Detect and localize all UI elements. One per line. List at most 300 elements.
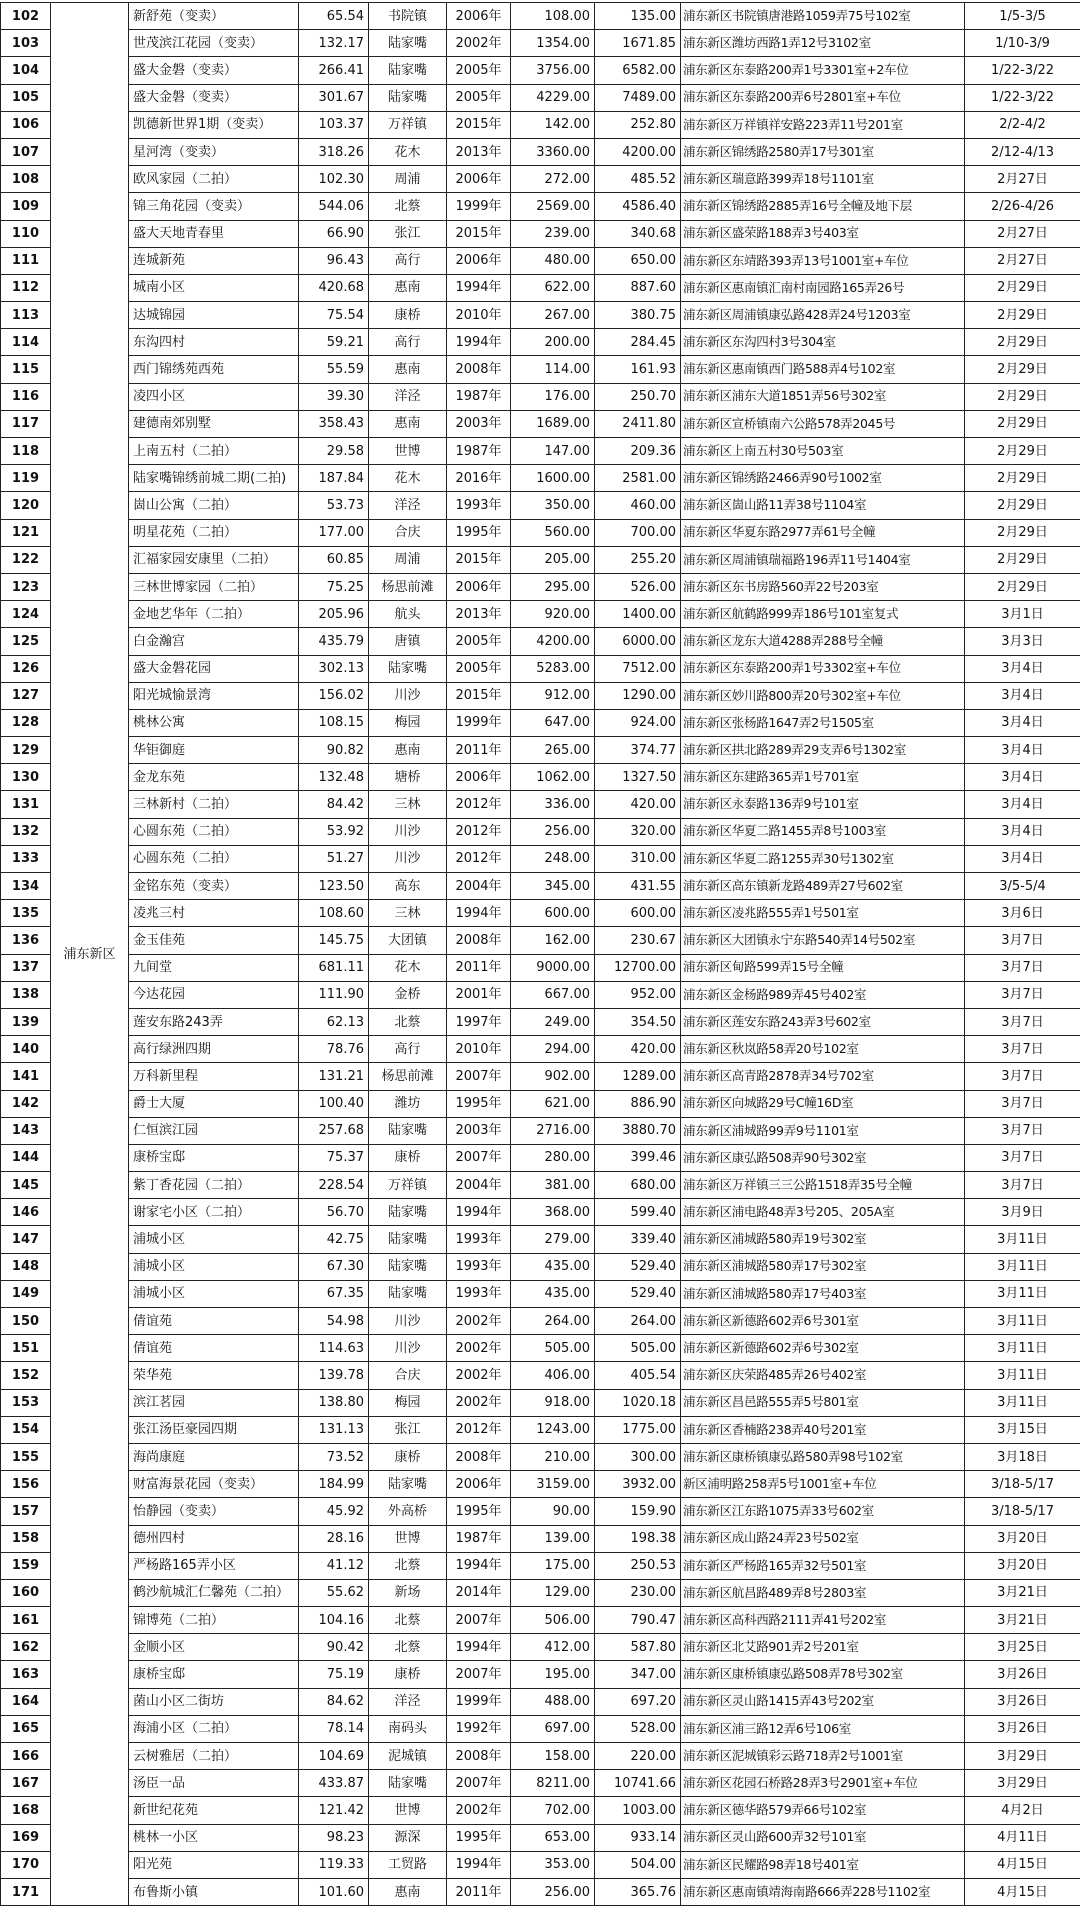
row-number-cell: 170 bbox=[1, 1851, 51, 1878]
row-number-cell: 147 bbox=[1, 1226, 51, 1253]
row-number-cell: 120 bbox=[1, 492, 51, 519]
final-price-cell: 697.20 bbox=[595, 1688, 681, 1715]
build-year-cell: 2005年 bbox=[447, 655, 511, 682]
row-number-cell: 112 bbox=[1, 274, 51, 301]
build-year-cell: 2011年 bbox=[447, 737, 511, 764]
property-name-cell: 桃林一小区 bbox=[129, 1824, 299, 1851]
final-price-cell: 680.00 bbox=[595, 1172, 681, 1199]
property-name-cell: 连城新苑 bbox=[129, 247, 299, 274]
final-price-cell: 933.14 bbox=[595, 1824, 681, 1851]
final-price-cell: 347.00 bbox=[595, 1661, 681, 1688]
auction-date-cell: 3月11日 bbox=[965, 1335, 1080, 1362]
property-name-cell: 金地艺华年（二拍） bbox=[129, 601, 299, 628]
build-year-cell: 1994年 bbox=[447, 1552, 511, 1579]
row-number-cell: 153 bbox=[1, 1389, 51, 1416]
town-cell: 陆家嘴 bbox=[369, 1471, 447, 1498]
property-name-cell: 布鲁斯小镇 bbox=[129, 1878, 299, 1905]
town-cell: 梅园 bbox=[369, 1389, 447, 1416]
table-row bbox=[1, 1743, 1080, 1770]
row-number-cell: 154 bbox=[1, 1416, 51, 1443]
row-number-cell: 122 bbox=[1, 546, 51, 573]
address-cell: 浦东新区康弘路508弄90号302室 bbox=[681, 1144, 965, 1171]
final-price-cell: 526.00 bbox=[595, 573, 681, 600]
area-sqm-cell: 132.17 bbox=[299, 30, 369, 57]
final-price-cell: 10741.66 bbox=[595, 1770, 681, 1797]
table-row bbox=[1, 682, 1080, 709]
build-year-cell: 1994年 bbox=[447, 1199, 511, 1226]
final-price-cell: 886.90 bbox=[595, 1090, 681, 1117]
build-year-cell: 2002年 bbox=[447, 1389, 511, 1416]
address-cell: 浦东新区华夏东路2977弄61号全幢 bbox=[681, 519, 965, 546]
build-year-cell: 2007年 bbox=[447, 1661, 511, 1688]
build-year-cell: 2006年 bbox=[447, 573, 511, 600]
auction-date-cell: 3/18-5/17 bbox=[965, 1498, 1080, 1525]
row-number-cell: 109 bbox=[1, 193, 51, 220]
row-number-cell: 115 bbox=[1, 356, 51, 383]
address-cell: 浦东新区莲安东路243弄3号602室 bbox=[681, 1008, 965, 1035]
row-number-cell: 148 bbox=[1, 1253, 51, 1280]
address-cell: 浦东新区灵山路600弄32号101室 bbox=[681, 1824, 965, 1851]
property-name-cell: 金玉佳苑 bbox=[129, 927, 299, 954]
address-cell: 浦东新区东泰路200弄1号3301室+2车位 bbox=[681, 57, 965, 84]
build-year-cell: 1995年 bbox=[447, 1498, 511, 1525]
auction-date-cell: 3月7日 bbox=[965, 1063, 1080, 1090]
table-row bbox=[1, 84, 1080, 111]
auction-date-cell: 4月11日 bbox=[965, 1824, 1080, 1851]
address-cell: 浦东新区惠南镇汇南村南园路165弄26号 bbox=[681, 274, 965, 301]
auction-date-cell: 2月29日 bbox=[965, 465, 1080, 492]
auction-date-cell: 3月7日 bbox=[965, 1090, 1080, 1117]
town-cell: 花木 bbox=[369, 138, 447, 165]
town-cell: 万祥镇 bbox=[369, 111, 447, 138]
final-price-cell: 505.00 bbox=[595, 1335, 681, 1362]
auction-date-cell: 2月27日 bbox=[965, 166, 1080, 193]
build-year-cell: 2015年 bbox=[447, 111, 511, 138]
start-price-cell: 505.00 bbox=[511, 1335, 595, 1362]
start-price-cell: 265.00 bbox=[511, 737, 595, 764]
property-name-cell: 欧风家园（二拍） bbox=[129, 166, 299, 193]
property-name-cell: 鹤沙航城汇仁馨苑（二拍） bbox=[129, 1579, 299, 1606]
address-cell: 浦东新区浦城路99弄9号1101室 bbox=[681, 1117, 965, 1144]
address-cell: 浦东新区东靖路393弄13号1001室+车位 bbox=[681, 247, 965, 274]
row-number-cell: 163 bbox=[1, 1661, 51, 1688]
area-sqm-cell: 73.52 bbox=[299, 1443, 369, 1470]
address-cell: 浦东新区新德路602弄6号301室 bbox=[681, 1308, 965, 1335]
address-cell: 浦东新区东沟四村3号304室 bbox=[681, 329, 965, 356]
table-row bbox=[1, 410, 1080, 437]
property-name-cell: 建德南郊别墅 bbox=[129, 410, 299, 437]
table-row bbox=[1, 492, 1080, 519]
final-price-cell: 3932.00 bbox=[595, 1471, 681, 1498]
area-sqm-cell: 177.00 bbox=[299, 519, 369, 546]
town-cell: 川沙 bbox=[369, 818, 447, 845]
table-row bbox=[1, 57, 1080, 84]
town-cell: 杨思前滩 bbox=[369, 573, 447, 600]
start-price-cell: 702.00 bbox=[511, 1797, 595, 1824]
row-number-cell: 131 bbox=[1, 791, 51, 818]
auction-table-body bbox=[1, 3, 1080, 1906]
table-row bbox=[1, 383, 1080, 410]
build-year-cell: 1995年 bbox=[447, 1824, 511, 1851]
address-cell: 浦东新区向城路29号C幢16D室 bbox=[681, 1090, 965, 1117]
property-name-cell: 倩谊苑 bbox=[129, 1308, 299, 1335]
auction-date-cell: 3月6日 bbox=[965, 900, 1080, 927]
address-cell: 浦东新区锦绣路2885弄16号全幢及地下层 bbox=[681, 193, 965, 220]
property-name-cell: 凯德新世界1期（变卖） bbox=[129, 111, 299, 138]
row-number-cell: 140 bbox=[1, 1036, 51, 1063]
build-year-cell: 1993年 bbox=[447, 1226, 511, 1253]
area-sqm-cell: 28.16 bbox=[299, 1525, 369, 1552]
area-sqm-cell: 75.37 bbox=[299, 1144, 369, 1171]
town-cell: 高行 bbox=[369, 329, 447, 356]
final-price-cell: 7489.00 bbox=[595, 84, 681, 111]
final-price-cell: 1003.00 bbox=[595, 1797, 681, 1824]
start-price-cell: 902.00 bbox=[511, 1063, 595, 1090]
area-sqm-cell: 301.67 bbox=[299, 84, 369, 111]
area-sqm-cell: 75.54 bbox=[299, 302, 369, 329]
row-number-cell: 139 bbox=[1, 1008, 51, 1035]
build-year-cell: 2007年 bbox=[447, 1144, 511, 1171]
row-number-cell: 171 bbox=[1, 1878, 51, 1905]
auction-date-cell: 3/5-5/4 bbox=[965, 873, 1080, 900]
town-cell: 惠南 bbox=[369, 410, 447, 437]
town-cell: 航头 bbox=[369, 601, 447, 628]
start-price-cell: 239.00 bbox=[511, 220, 595, 247]
area-sqm-cell: 101.60 bbox=[299, 1878, 369, 1905]
address-cell: 浦东新区东书房路560弄22号203室 bbox=[681, 573, 965, 600]
start-price-cell: 256.00 bbox=[511, 1878, 595, 1905]
build-year-cell: 2004年 bbox=[447, 873, 511, 900]
build-year-cell: 1993年 bbox=[447, 492, 511, 519]
address-cell: 浦东新区龙东大道4288弄288号全幢 bbox=[681, 628, 965, 655]
final-price-cell: 587.80 bbox=[595, 1634, 681, 1661]
area-sqm-cell: 103.37 bbox=[299, 111, 369, 138]
final-price-cell: 310.00 bbox=[595, 845, 681, 872]
row-number-cell: 128 bbox=[1, 709, 51, 736]
auction-date-cell: 3月7日 bbox=[965, 954, 1080, 981]
build-year-cell: 2008年 bbox=[447, 356, 511, 383]
address-cell: 浦东新区严杨路165弄32号501室 bbox=[681, 1552, 965, 1579]
area-sqm-cell: 53.92 bbox=[299, 818, 369, 845]
row-number-cell: 127 bbox=[1, 682, 51, 709]
final-price-cell: 340.68 bbox=[595, 220, 681, 247]
row-number-cell: 144 bbox=[1, 1144, 51, 1171]
row-number-cell: 105 bbox=[1, 84, 51, 111]
row-number-cell: 103 bbox=[1, 30, 51, 57]
auction-date-cell: 1/10-3/9 bbox=[965, 30, 1080, 57]
property-name-cell: 心圆东苑（二拍） bbox=[129, 845, 299, 872]
row-number-cell: 159 bbox=[1, 1552, 51, 1579]
address-cell: 浦东新区瑞意路399弄18号1101室 bbox=[681, 166, 965, 193]
final-price-cell: 220.00 bbox=[595, 1743, 681, 1770]
final-price-cell: 365.76 bbox=[595, 1878, 681, 1905]
property-name-cell: 锦三角花园（变卖） bbox=[129, 193, 299, 220]
final-price-cell: 420.00 bbox=[595, 1036, 681, 1063]
final-price-cell: 159.90 bbox=[595, 1498, 681, 1525]
property-name-cell: 新世纪花苑 bbox=[129, 1797, 299, 1824]
build-year-cell: 2001年 bbox=[447, 981, 511, 1008]
area-sqm-cell: 145.75 bbox=[299, 927, 369, 954]
town-cell: 川沙 bbox=[369, 682, 447, 709]
final-price-cell: 300.00 bbox=[595, 1443, 681, 1470]
build-year-cell: 1987年 bbox=[447, 438, 511, 465]
town-cell: 三林 bbox=[369, 791, 447, 818]
property-name-cell: 荣华苑 bbox=[129, 1362, 299, 1389]
town-cell: 康桥 bbox=[369, 1144, 447, 1171]
start-price-cell: 162.00 bbox=[511, 927, 595, 954]
build-year-cell: 2013年 bbox=[447, 138, 511, 165]
row-number-cell: 106 bbox=[1, 111, 51, 138]
area-sqm-cell: 90.42 bbox=[299, 1634, 369, 1661]
address-cell: 浦东新区锦绣路2580弄17号301室 bbox=[681, 138, 965, 165]
start-price-cell: 195.00 bbox=[511, 1661, 595, 1688]
row-number-cell: 110 bbox=[1, 220, 51, 247]
start-price-cell: 4229.00 bbox=[511, 84, 595, 111]
table-row bbox=[1, 818, 1080, 845]
final-price-cell: 1400.00 bbox=[595, 601, 681, 628]
row-number-cell: 118 bbox=[1, 438, 51, 465]
build-year-cell: 2006年 bbox=[447, 247, 511, 274]
town-cell: 北蔡 bbox=[369, 1607, 447, 1634]
table-row bbox=[1, 1335, 1080, 1362]
row-number-cell: 113 bbox=[1, 302, 51, 329]
auction-date-cell: 3月7日 bbox=[965, 1036, 1080, 1063]
property-name-cell: 陆家嘴锦绣前城二期(二拍) bbox=[129, 465, 299, 492]
row-number-cell: 156 bbox=[1, 1471, 51, 1498]
row-number-cell: 151 bbox=[1, 1335, 51, 1362]
address-cell: 浦东新区泥城镇彩云路718弄2号1001室 bbox=[681, 1743, 965, 1770]
property-name-cell: 上南五村（二拍） bbox=[129, 438, 299, 465]
town-cell: 源深 bbox=[369, 1824, 447, 1851]
final-price-cell: 790.47 bbox=[595, 1607, 681, 1634]
table-row bbox=[1, 1308, 1080, 1335]
address-cell: 浦东新区浦城路580弄17号403室 bbox=[681, 1280, 965, 1307]
build-year-cell: 2002年 bbox=[447, 1335, 511, 1362]
town-cell: 陆家嘴 bbox=[369, 1199, 447, 1226]
address-cell: 浦东新区张杨路1647弄2号1505室 bbox=[681, 709, 965, 736]
property-name-cell: 明星花苑（二拍） bbox=[129, 519, 299, 546]
table-row bbox=[1, 1634, 1080, 1661]
auction-date-cell: 3月20日 bbox=[965, 1552, 1080, 1579]
start-price-cell: 697.00 bbox=[511, 1715, 595, 1742]
row-number-cell: 146 bbox=[1, 1199, 51, 1226]
address-cell: 浦东新区新德路602弄6号302室 bbox=[681, 1335, 965, 1362]
row-number-cell: 126 bbox=[1, 655, 51, 682]
start-price-cell: 918.00 bbox=[511, 1389, 595, 1416]
build-year-cell: 1994年 bbox=[447, 274, 511, 301]
area-sqm-cell: 156.02 bbox=[299, 682, 369, 709]
build-year-cell: 2015年 bbox=[447, 220, 511, 247]
address-cell: 浦东新区书院镇唐港路1059弄75号102室 bbox=[681, 3, 965, 30]
property-name-cell: 万科新里程 bbox=[129, 1063, 299, 1090]
area-sqm-cell: 45.92 bbox=[299, 1498, 369, 1525]
row-number-cell: 114 bbox=[1, 329, 51, 356]
address-cell: 浦东新区万祥镇祥安路223弄11号201室 bbox=[681, 111, 965, 138]
build-year-cell: 2005年 bbox=[447, 57, 511, 84]
build-year-cell: 2004年 bbox=[447, 1172, 511, 1199]
area-sqm-cell: 433.87 bbox=[299, 1770, 369, 1797]
auction-date-cell: 3月4日 bbox=[965, 737, 1080, 764]
build-year-cell: 2007年 bbox=[447, 1770, 511, 1797]
area-sqm-cell: 318.26 bbox=[299, 138, 369, 165]
town-cell: 惠南 bbox=[369, 1878, 447, 1905]
row-number-cell: 142 bbox=[1, 1090, 51, 1117]
final-price-cell: 600.00 bbox=[595, 900, 681, 927]
property-name-cell: 谢家宅小区（二拍） bbox=[129, 1199, 299, 1226]
auction-date-cell: 4月15日 bbox=[965, 1851, 1080, 1878]
row-number-cell: 167 bbox=[1, 1770, 51, 1797]
table-row bbox=[1, 274, 1080, 301]
build-year-cell: 2006年 bbox=[447, 166, 511, 193]
district-cell: 浦东新区 bbox=[51, 3, 129, 1906]
row-number-cell: 165 bbox=[1, 1715, 51, 1742]
auction-date-cell: 2月29日 bbox=[965, 438, 1080, 465]
build-year-cell: 2007年 bbox=[447, 1607, 511, 1634]
town-cell: 北蔡 bbox=[369, 1008, 447, 1035]
auction-date-cell: 2月27日 bbox=[965, 247, 1080, 274]
address-cell: 浦东新区航昌路489弄8号2803室 bbox=[681, 1579, 965, 1606]
start-price-cell: 147.00 bbox=[511, 438, 595, 465]
address-cell: 浦东新区惠南镇靖海南路666弄228号1102室 bbox=[681, 1878, 965, 1905]
town-cell: 陆家嘴 bbox=[369, 655, 447, 682]
table-row bbox=[1, 247, 1080, 274]
start-price-cell: 1600.00 bbox=[511, 465, 595, 492]
table-row bbox=[1, 1144, 1080, 1171]
area-sqm-cell: 104.69 bbox=[299, 1743, 369, 1770]
address-cell: 浦东新区大团镇永宁东路540弄14号502室 bbox=[681, 927, 965, 954]
address-cell: 浦东新区庆荣路485弄26号402室 bbox=[681, 1362, 965, 1389]
row-number-cell: 150 bbox=[1, 1308, 51, 1335]
area-sqm-cell: 59.21 bbox=[299, 329, 369, 356]
start-price-cell: 350.00 bbox=[511, 492, 595, 519]
area-sqm-cell: 98.23 bbox=[299, 1824, 369, 1851]
address-cell: 浦东新区惠南镇西门路588弄4号102室 bbox=[681, 356, 965, 383]
auction-date-cell: 3月9日 bbox=[965, 1199, 1080, 1226]
area-sqm-cell: 55.62 bbox=[299, 1579, 369, 1606]
start-price-cell: 5283.00 bbox=[511, 655, 595, 682]
auction-date-cell: 3月26日 bbox=[965, 1688, 1080, 1715]
property-name-cell: 金铭东苑（变卖） bbox=[129, 873, 299, 900]
auction-date-cell: 3月21日 bbox=[965, 1579, 1080, 1606]
table-row bbox=[1, 1362, 1080, 1389]
row-number-cell: 102 bbox=[1, 3, 51, 30]
final-price-cell: 405.54 bbox=[595, 1362, 681, 1389]
start-price-cell: 249.00 bbox=[511, 1008, 595, 1035]
property-name-cell: 白金瀚宫 bbox=[129, 628, 299, 655]
property-name-cell: 华钜御庭 bbox=[129, 737, 299, 764]
start-price-cell: 1062.00 bbox=[511, 764, 595, 791]
table-row bbox=[1, 1498, 1080, 1525]
start-price-cell: 353.00 bbox=[511, 1851, 595, 1878]
auction-date-cell: 3月11日 bbox=[965, 1226, 1080, 1253]
address-cell: 浦东新区拱北路289弄29支弄6号1302室 bbox=[681, 737, 965, 764]
start-price-cell: 2569.00 bbox=[511, 193, 595, 220]
table-row bbox=[1, 1036, 1080, 1063]
property-name-cell: 云树雅居（二拍） bbox=[129, 1743, 299, 1770]
auction-date-cell: 2月29日 bbox=[965, 302, 1080, 329]
start-price-cell: 406.00 bbox=[511, 1362, 595, 1389]
final-price-cell: 1290.00 bbox=[595, 682, 681, 709]
row-number-cell: 152 bbox=[1, 1362, 51, 1389]
address-cell: 浦东新区周浦镇康弘路428弄24号1203室 bbox=[681, 302, 965, 329]
build-year-cell: 2002年 bbox=[447, 1362, 511, 1389]
final-price-cell: 650.00 bbox=[595, 247, 681, 274]
final-price-cell: 4586.40 bbox=[595, 193, 681, 220]
start-price-cell: 295.00 bbox=[511, 573, 595, 600]
auction-date-cell: 2月29日 bbox=[965, 410, 1080, 437]
address-cell: 浦东新区江东路1075弄33号602室 bbox=[681, 1498, 965, 1525]
town-cell: 塘桥 bbox=[369, 764, 447, 791]
final-price-cell: 209.36 bbox=[595, 438, 681, 465]
row-number-cell: 136 bbox=[1, 927, 51, 954]
property-name-cell: 海尚康庭 bbox=[129, 1443, 299, 1470]
address-cell: 浦东新区妙川路800弄20号302室+车位 bbox=[681, 682, 965, 709]
area-sqm-cell: 302.13 bbox=[299, 655, 369, 682]
property-name-cell: 阳光城愉景湾 bbox=[129, 682, 299, 709]
town-cell: 高东 bbox=[369, 873, 447, 900]
auction-date-cell: 2/12-4/13 bbox=[965, 138, 1080, 165]
start-price-cell: 175.00 bbox=[511, 1552, 595, 1579]
town-cell: 陆家嘴 bbox=[369, 57, 447, 84]
start-price-cell: 114.00 bbox=[511, 356, 595, 383]
start-price-cell: 920.00 bbox=[511, 601, 595, 628]
property-name-cell: 汇福家园安康里（二拍） bbox=[129, 546, 299, 573]
town-cell: 康桥 bbox=[369, 1661, 447, 1688]
property-name-cell: 金龙东苑 bbox=[129, 764, 299, 791]
start-price-cell: 3756.00 bbox=[511, 57, 595, 84]
build-year-cell: 2005年 bbox=[447, 84, 511, 111]
property-name-cell: 仁恒滨江园 bbox=[129, 1117, 299, 1144]
town-cell: 康桥 bbox=[369, 1443, 447, 1470]
row-number-cell: 123 bbox=[1, 573, 51, 600]
row-number-cell: 158 bbox=[1, 1525, 51, 1552]
auction-date-cell: 2月29日 bbox=[965, 492, 1080, 519]
table-row bbox=[1, 1253, 1080, 1280]
town-cell: 陆家嘴 bbox=[369, 84, 447, 111]
final-price-cell: 485.52 bbox=[595, 166, 681, 193]
row-number-cell: 135 bbox=[1, 900, 51, 927]
table-row bbox=[1, 1471, 1080, 1498]
final-price-cell: 354.50 bbox=[595, 1008, 681, 1035]
auction-date-cell: 3月11日 bbox=[965, 1280, 1080, 1307]
final-price-cell: 887.60 bbox=[595, 274, 681, 301]
row-number-cell: 134 bbox=[1, 873, 51, 900]
auction-date-cell: 3月4日 bbox=[965, 845, 1080, 872]
row-number-cell: 129 bbox=[1, 737, 51, 764]
start-price-cell: 435.00 bbox=[511, 1280, 595, 1307]
build-year-cell: 2011年 bbox=[447, 954, 511, 981]
auction-date-cell: 2月29日 bbox=[965, 274, 1080, 301]
area-sqm-cell: 78.76 bbox=[299, 1036, 369, 1063]
property-name-cell: 盛大金磐（变卖） bbox=[129, 84, 299, 111]
auction-date-cell: 2月29日 bbox=[965, 573, 1080, 600]
start-price-cell: 488.00 bbox=[511, 1688, 595, 1715]
property-name-cell: 严杨路165弄小区 bbox=[129, 1552, 299, 1579]
start-price-cell: 9000.00 bbox=[511, 954, 595, 981]
address-cell: 浦东新区香楠路238弄40号201室 bbox=[681, 1416, 965, 1443]
start-price-cell: 667.00 bbox=[511, 981, 595, 1008]
auction-date-cell: 4月2日 bbox=[965, 1797, 1080, 1824]
build-year-cell: 2016年 bbox=[447, 465, 511, 492]
town-cell: 陆家嘴 bbox=[369, 1770, 447, 1797]
table-row bbox=[1, 845, 1080, 872]
property-name-cell: 世茂滨江花园（变卖） bbox=[129, 30, 299, 57]
address-cell: 浦东新区金杨路989弄45号402室 bbox=[681, 981, 965, 1008]
auction-date-cell: 3月11日 bbox=[965, 1308, 1080, 1335]
address-cell: 浦东新区东建路365弄1号701室 bbox=[681, 764, 965, 791]
town-cell: 工贸路 bbox=[369, 1851, 447, 1878]
auction-date-cell: 3月7日 bbox=[965, 927, 1080, 954]
